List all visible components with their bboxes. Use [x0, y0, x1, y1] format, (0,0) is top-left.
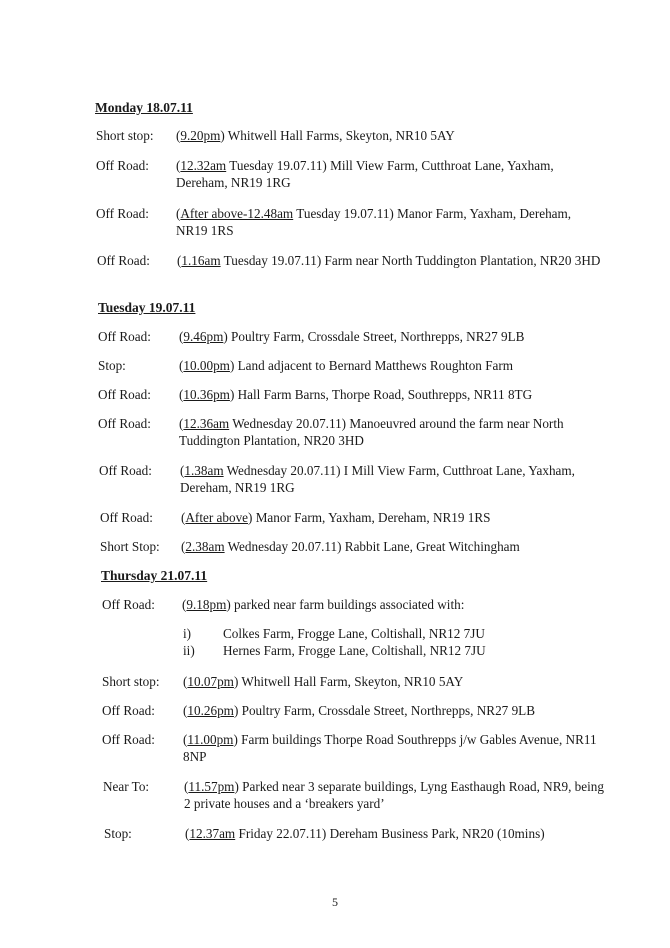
entry-detail: ) Hall Farm Barns, Thorpe Road, Southrepps, NR11 8TG — [229, 387, 533, 402]
entry-label: Short Stop: — [100, 539, 160, 554]
entry-time: 12.37am — [189, 826, 236, 841]
entry-label: Stop: — [104, 826, 132, 841]
entry-time: 9.18pm — [186, 597, 227, 612]
entry-text: (12.36am Wednesday 20.07.11) Manoeuvred around the farm near North Tuddington Plantation, NR20 3HD — [179, 416, 564, 448]
entry-time: 12.36am — [183, 416, 230, 431]
entry-time: 10.07pm — [187, 674, 234, 689]
entry-text: (10.07pm) Whitwell Hall Farm, Skeyton, NR10 5AY — [183, 674, 464, 689]
sub-list-text: Colkes Farm, Frogge Lane, Coltishall, NR12 7JU — [223, 626, 485, 641]
entry-label: Short stop: — [102, 674, 160, 689]
sub-list-number: i) — [183, 626, 192, 641]
sub-list-text: Hernes Farm, Frogge Lane, Coltishall, NR12 7JU — [223, 643, 486, 658]
entry-detail: Wednesday 20.07.11) Rabbit Lane, Great Witchingham — [224, 539, 520, 554]
page-number: 5 — [332, 895, 338, 909]
entry-time: 9.46pm — [183, 329, 224, 344]
entry-detail: ) Parked near 3 separate buildings, Lyng Easthaugh Road, NR9, being 2 private houses and a ‘breakers yard’ — [184, 779, 604, 811]
entry-label: Off Road: — [96, 158, 149, 173]
entry-detail: ) Land adjacent to Bernard Matthews Roughton Farm — [229, 358, 514, 373]
entry-time: 11.00pm — [187, 732, 234, 747]
entry-label: Off Road: — [96, 206, 149, 221]
entry-text: (10.36pm) Hall Farm Barns, Thorpe Road, Southrepps, NR11 8TG — [179, 387, 533, 402]
sub-list-number: ii) — [183, 643, 195, 658]
entry-time: 2.38am — [185, 539, 225, 554]
entry-label: Off Road: — [102, 597, 155, 612]
day-heading-monday: Monday 18.07.11 — [95, 100, 193, 115]
entry-text: (9.20pm) Whitwell Hall Farms, Skeyton, NR10 5AY — [176, 128, 455, 143]
entry-text: (10.26pm) Poultry Farm, Crossdale Street, Northrepps, NR27 9LB — [183, 703, 536, 718]
entry-label: Off Road: — [98, 387, 151, 402]
entry-detail: Friday 22.07.11) Dereham Business Park, NR20 (10mins) — [235, 826, 545, 841]
entry-time: 1.38am — [184, 463, 224, 478]
entry-time: After above — [185, 510, 249, 525]
entry-label: Off Road: — [99, 463, 152, 478]
entry-text: (9.46pm) Poultry Farm, Crossdale Street, Northrepps, NR27 9LB — [179, 329, 525, 344]
entry-text: (After above-12.48am Tuesday 19.07.11) Manor Farm, Yaxham, Dereham, NR19 1RS — [176, 206, 572, 238]
day-heading-thursday: Thursday 21.07.11 — [101, 568, 208, 583]
entry-label: Stop: — [98, 358, 126, 373]
entry-detail: Tuesday 19.07.11) Manor Farm, Yaxham, Dereham, NR19 1RS — [176, 206, 572, 238]
entry-time: 9.20pm — [180, 128, 221, 143]
entry-detail: ) Farm buildings Thorpe Road Southrepps j/w Gables Avenue, NR11 8NP — [183, 732, 597, 764]
entry-detail: Wednesday 20.07.11) Manoeuvred around the farm near North Tuddington Plantation, NR20 3HD — [179, 416, 564, 448]
entry-label: Off Road: — [98, 329, 151, 344]
entry-detail: ) Poultry Farm, Crossdale Street, Northrepps, NR27 9LB — [233, 703, 536, 718]
entry-detail: ) Whitwell Hall Farm, Skeyton, NR10 5AY — [233, 674, 464, 689]
entry-detail: ) Whitwell Hall Farms, Skeyton, NR10 5AY — [220, 128, 455, 143]
entry-time: 12.32am — [180, 158, 227, 173]
entry-text: (10.00pm) Land adjacent to Bernard Matthews Roughton Farm — [179, 358, 514, 373]
entry-time: 11.57pm — [188, 779, 235, 794]
entry-detail: ) Poultry Farm, Crossdale Street, Northrepps, NR27 9LB — [223, 329, 525, 344]
entry-text: (After above) Manor Farm, Yaxham, Dereham, NR19 1RS — [181, 510, 491, 525]
entry-label: Off Road: — [102, 732, 155, 747]
entry-label: Off Road: — [98, 416, 151, 431]
entry-detail: Tuesday 19.07.11) Farm near North Tuddington Plantation, NR20 3HD — [220, 253, 601, 268]
entry-text: (12.32am Tuesday 19.07.11) Mill View Farm, Cutthroat Lane, Yaxham, Dereham, NR19 1RG — [176, 158, 554, 190]
entry-text: (12.37am Friday 22.07.11) Dereham Business Park, NR20 (10mins) — [185, 826, 545, 841]
entry-label: Short stop: — [96, 128, 154, 143]
entry-label: Off Road: — [100, 510, 153, 525]
entry-label: Near To: — [103, 779, 150, 794]
entry-detail: ) Manor Farm, Yaxham, Dereham, NR19 1RS — [248, 510, 491, 525]
entry-time: After above-12.48am — [180, 206, 294, 221]
entry-label: Off Road: — [97, 253, 150, 268]
entry-detail: ) parked near farm buildings associated with: — [226, 597, 465, 612]
entry-text: (1.38am Wednesday 20.07.11) I Mill View Farm, Cutthroat Lane, Yaxham, Dereham, NR19 1RG — [180, 463, 575, 495]
entry-time: 10.26pm — [187, 703, 234, 718]
entry-detail: Tuesday 19.07.11) Mill View Farm, Cutthroat Lane, Yaxham, Dereham, NR19 1RG — [176, 158, 554, 190]
entry-time: 10.36pm — [183, 387, 230, 402]
entry-text: (11.00pm) Farm buildings Thorpe Road Southrepps j/w Gables Avenue, NR11 8NP — [183, 732, 597, 764]
entry-text: (11.57pm) Parked near 3 separate buildings, Lyng Easthaugh Road, NR9, being 2 private houses and a ‘breakers yard’ — [184, 779, 604, 811]
entry-text: (9.18pm) parked near farm buildings associated with: — [182, 597, 465, 612]
entry-text: (1.16am Tuesday 19.07.11) Farm near North Tuddington Plantation, NR20 3HD — [177, 253, 601, 268]
entry-time: 1.16am — [181, 253, 221, 268]
entry-detail: Wednesday 20.07.11) I Mill View Farm, Cutthroat Lane, Yaxham, Dereham, NR19 1RG — [180, 463, 575, 495]
entry-text: (2.38am Wednesday 20.07.11) Rabbit Lane, Great Witchingham — [181, 539, 520, 554]
entry-label: Off Road: — [102, 703, 155, 718]
day-heading-tuesday: Tuesday 19.07.11 — [98, 300, 196, 315]
entry-time: 10.00pm — [183, 358, 230, 373]
